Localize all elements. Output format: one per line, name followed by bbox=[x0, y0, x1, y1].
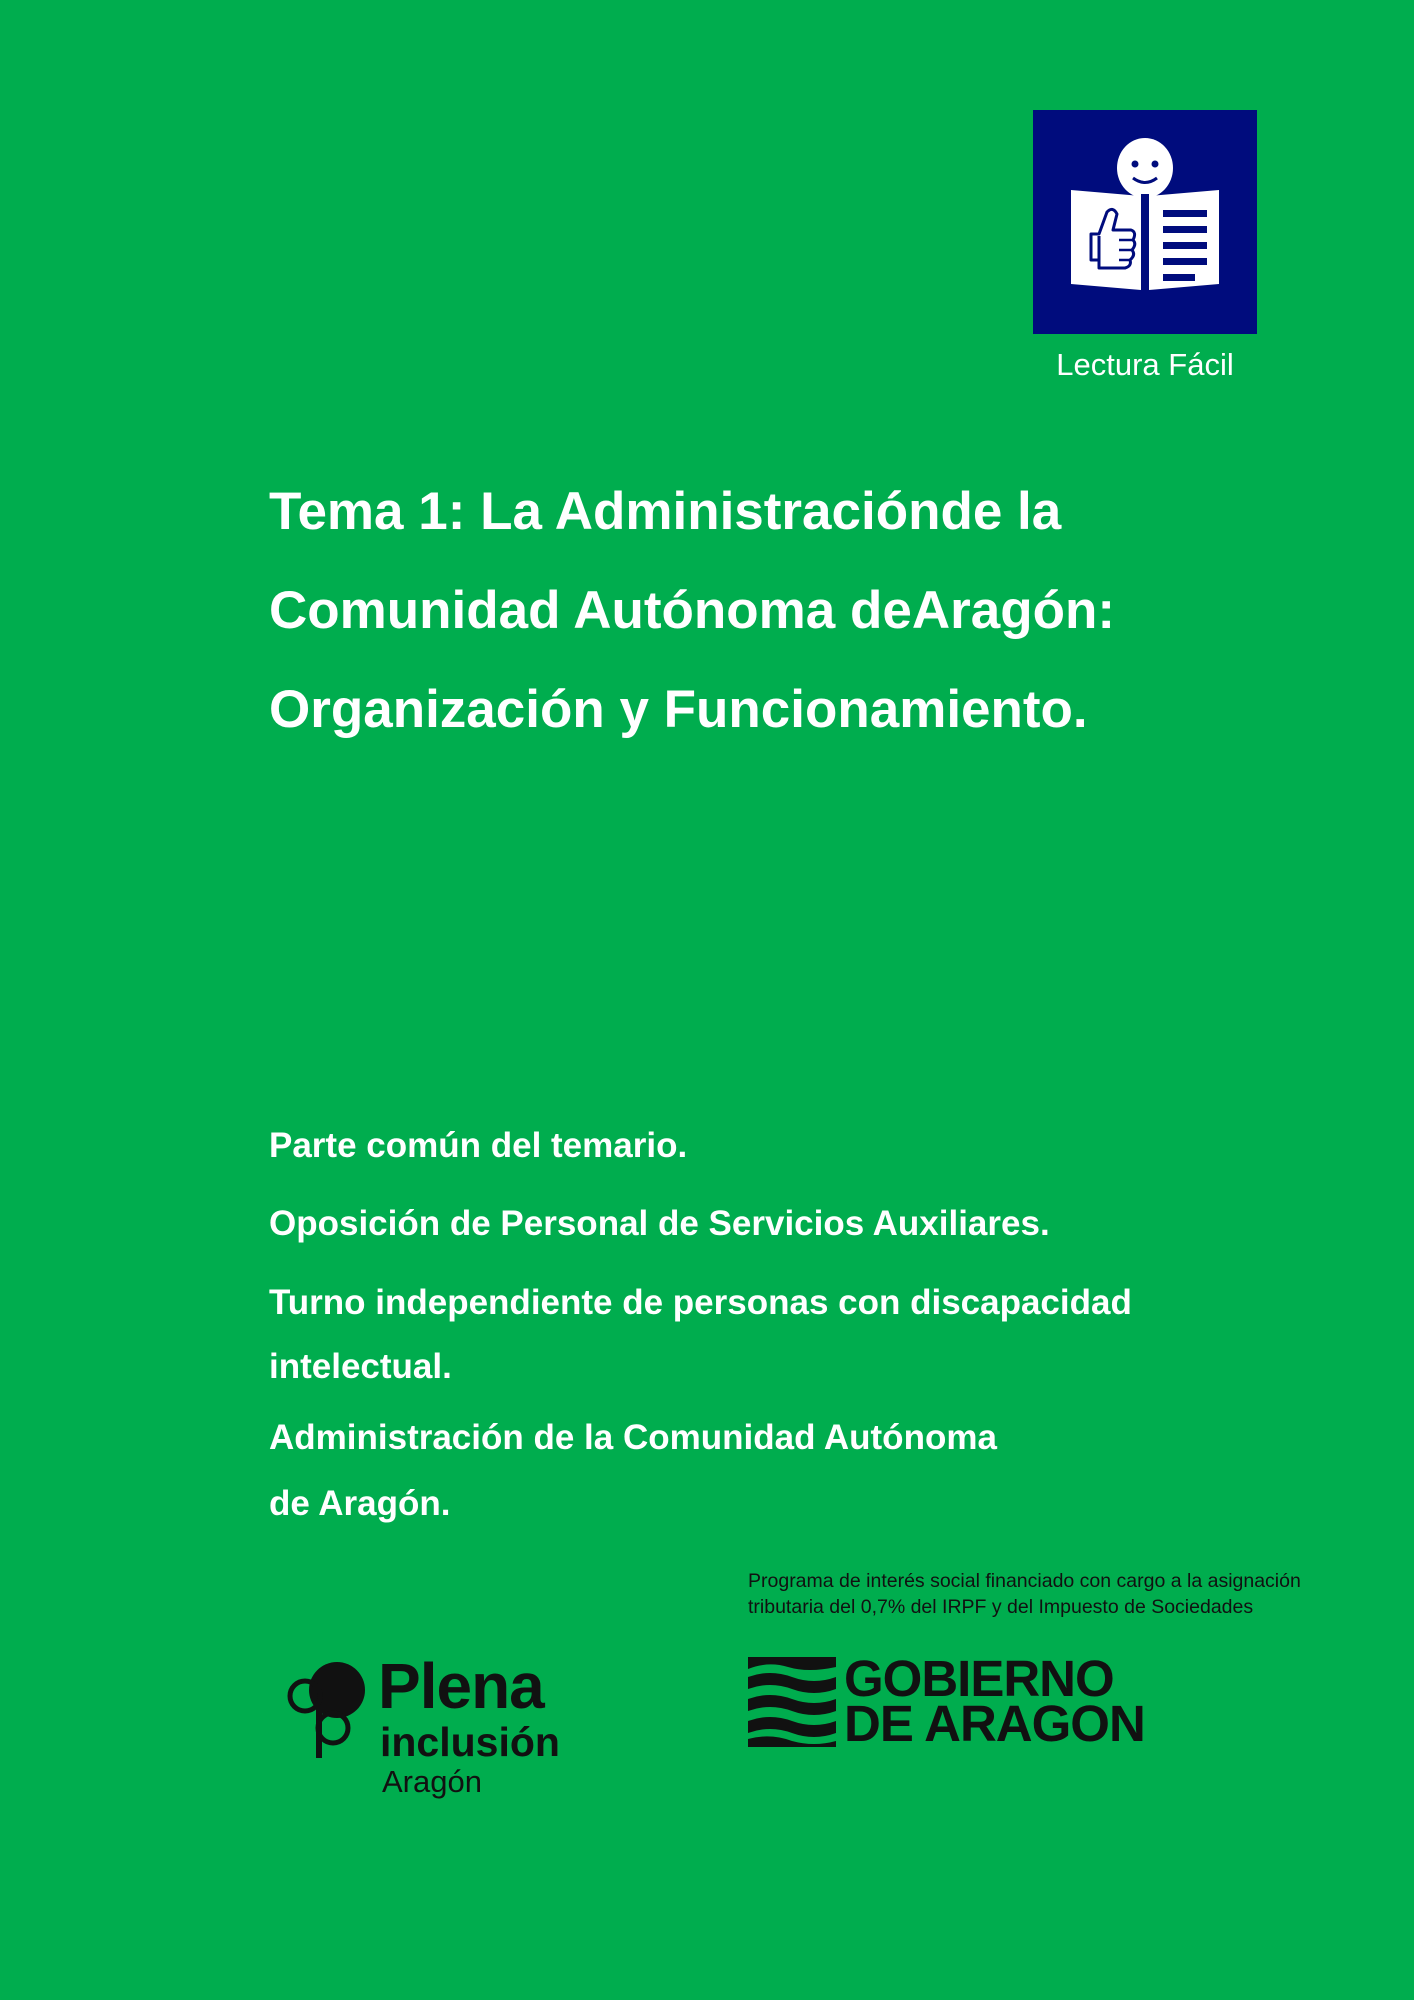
administration-name: Administración de la Comunidad Autónoma bbox=[269, 1418, 997, 1457]
easy-read-logo bbox=[1033, 110, 1257, 334]
gobierno-logo-line-2: DE ARAGON bbox=[844, 1695, 1145, 1752]
document-title bbox=[269, 462, 1349, 759]
title-line: Comunidad Autónoma deAragón: bbox=[269, 581, 1115, 640]
title-line: Tema 1: La Administraciónde la bbox=[269, 482, 1062, 541]
exam-turn: Turno independiente de personas con discapacidad bbox=[269, 1283, 1132, 1322]
plena-logo-name: Plena bbox=[378, 1650, 544, 1722]
syllabus-part: Parte común del temario. bbox=[269, 1126, 688, 1165]
plena-logo-subtitle: inclusión bbox=[380, 1719, 560, 1765]
funding-note: Programa de interés social financiado con cargo a la asignación tributaria del 0,7% del IRPF y del Impuesto de Sociedades bbox=[748, 1570, 1301, 1618]
plena-logo-region: Aragón bbox=[382, 1764, 482, 1799]
easy-read-icon bbox=[1033, 110, 1257, 334]
gobierno-aragon-logo bbox=[748, 1650, 1168, 1752]
easy-read-caption: Lectura Fácil bbox=[1056, 347, 1234, 382]
exam-name: Oposición de Personal de Servicios Auxiliares. bbox=[269, 1204, 1050, 1243]
gobierno-logo-line-1: GOBIERNO bbox=[844, 1650, 1114, 1707]
exam-turn-continued: intelectual. bbox=[269, 1347, 452, 1386]
title-line: Organización y Funcionamiento. bbox=[269, 680, 1088, 739]
administration-name-continued: de Aragón. bbox=[269, 1484, 451, 1523]
clover-icon bbox=[285, 1660, 369, 1760]
aragon-stripes-icon bbox=[748, 1657, 836, 1747]
plena-inclusion-logo bbox=[285, 1650, 585, 1805]
